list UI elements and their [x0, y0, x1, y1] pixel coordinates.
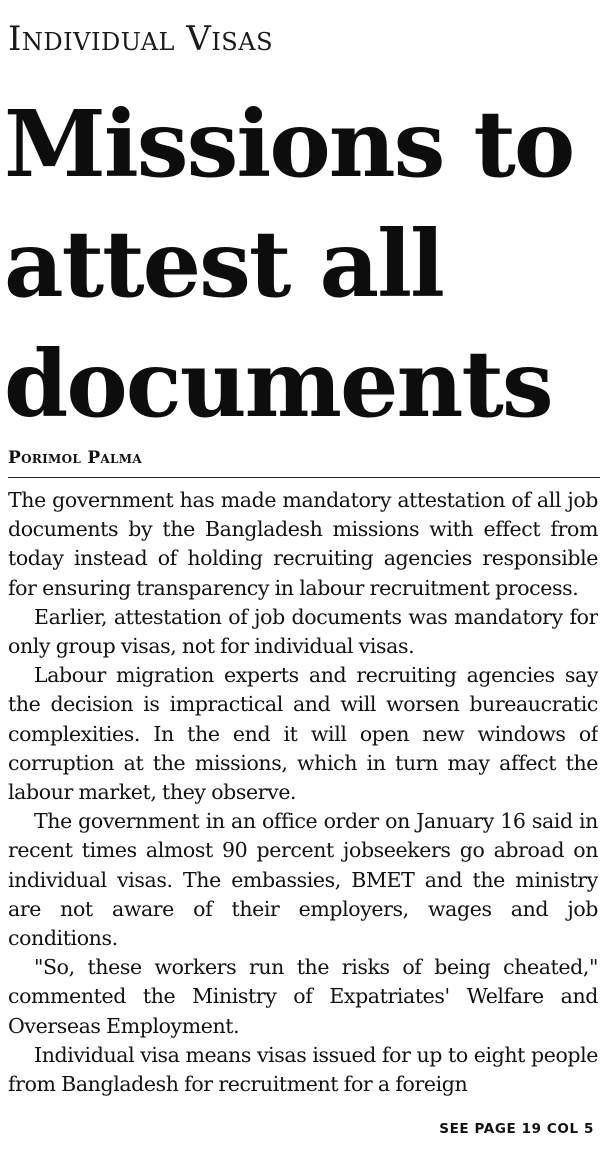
article-paragraph-3: Labour migration experts and recruiting agencies say the decision is impractical and will worsen bureaucratic complexities. In the end it will open new windows of corruption at the missions, which in turn may affect the labour market, they observe. — [8, 663, 598, 805]
article-kicker: Individual Visas — [8, 19, 274, 59]
continued-on-page-jump: SEE PAGE 19 COL 5 — [431, 1123, 594, 1137]
article-body — [8, 486, 598, 1146]
article-paragraph-2: Earlier, attestation of job documents was mandatory for only group visas, not for individual visas. — [8, 604, 598, 659]
article-byline: Porimol Palma — [8, 448, 142, 468]
byline-divider — [8, 477, 600, 478]
article-paragraph-1: The government has made mandatory attestation of all job documents by the Bangladesh missions with effect from today instead of holding recruiting agencies responsible for ensuring transparency in labour recruitment process. — [8, 488, 598, 600]
article-paragraph-6: Individual visa means visas issued for up to eight people from Bangladesh for recruitment for a foreign — [8, 1042, 598, 1097]
article-headline: Missions to attest all documents — [4, 90, 574, 438]
article-paragraph-4: The government in an office order on January 16 said in recent times almost 90 percent jobseekers go abroad on individual visas. The embassies, BMET and the ministry are not aware of their employers, wages and job conditions. — [8, 809, 598, 951]
article-paragraph-5: "So, these workers run the risks of being cheated," commented the Ministry of Expatriates' Welfare and Overseas Employment. — [8, 955, 598, 1038]
